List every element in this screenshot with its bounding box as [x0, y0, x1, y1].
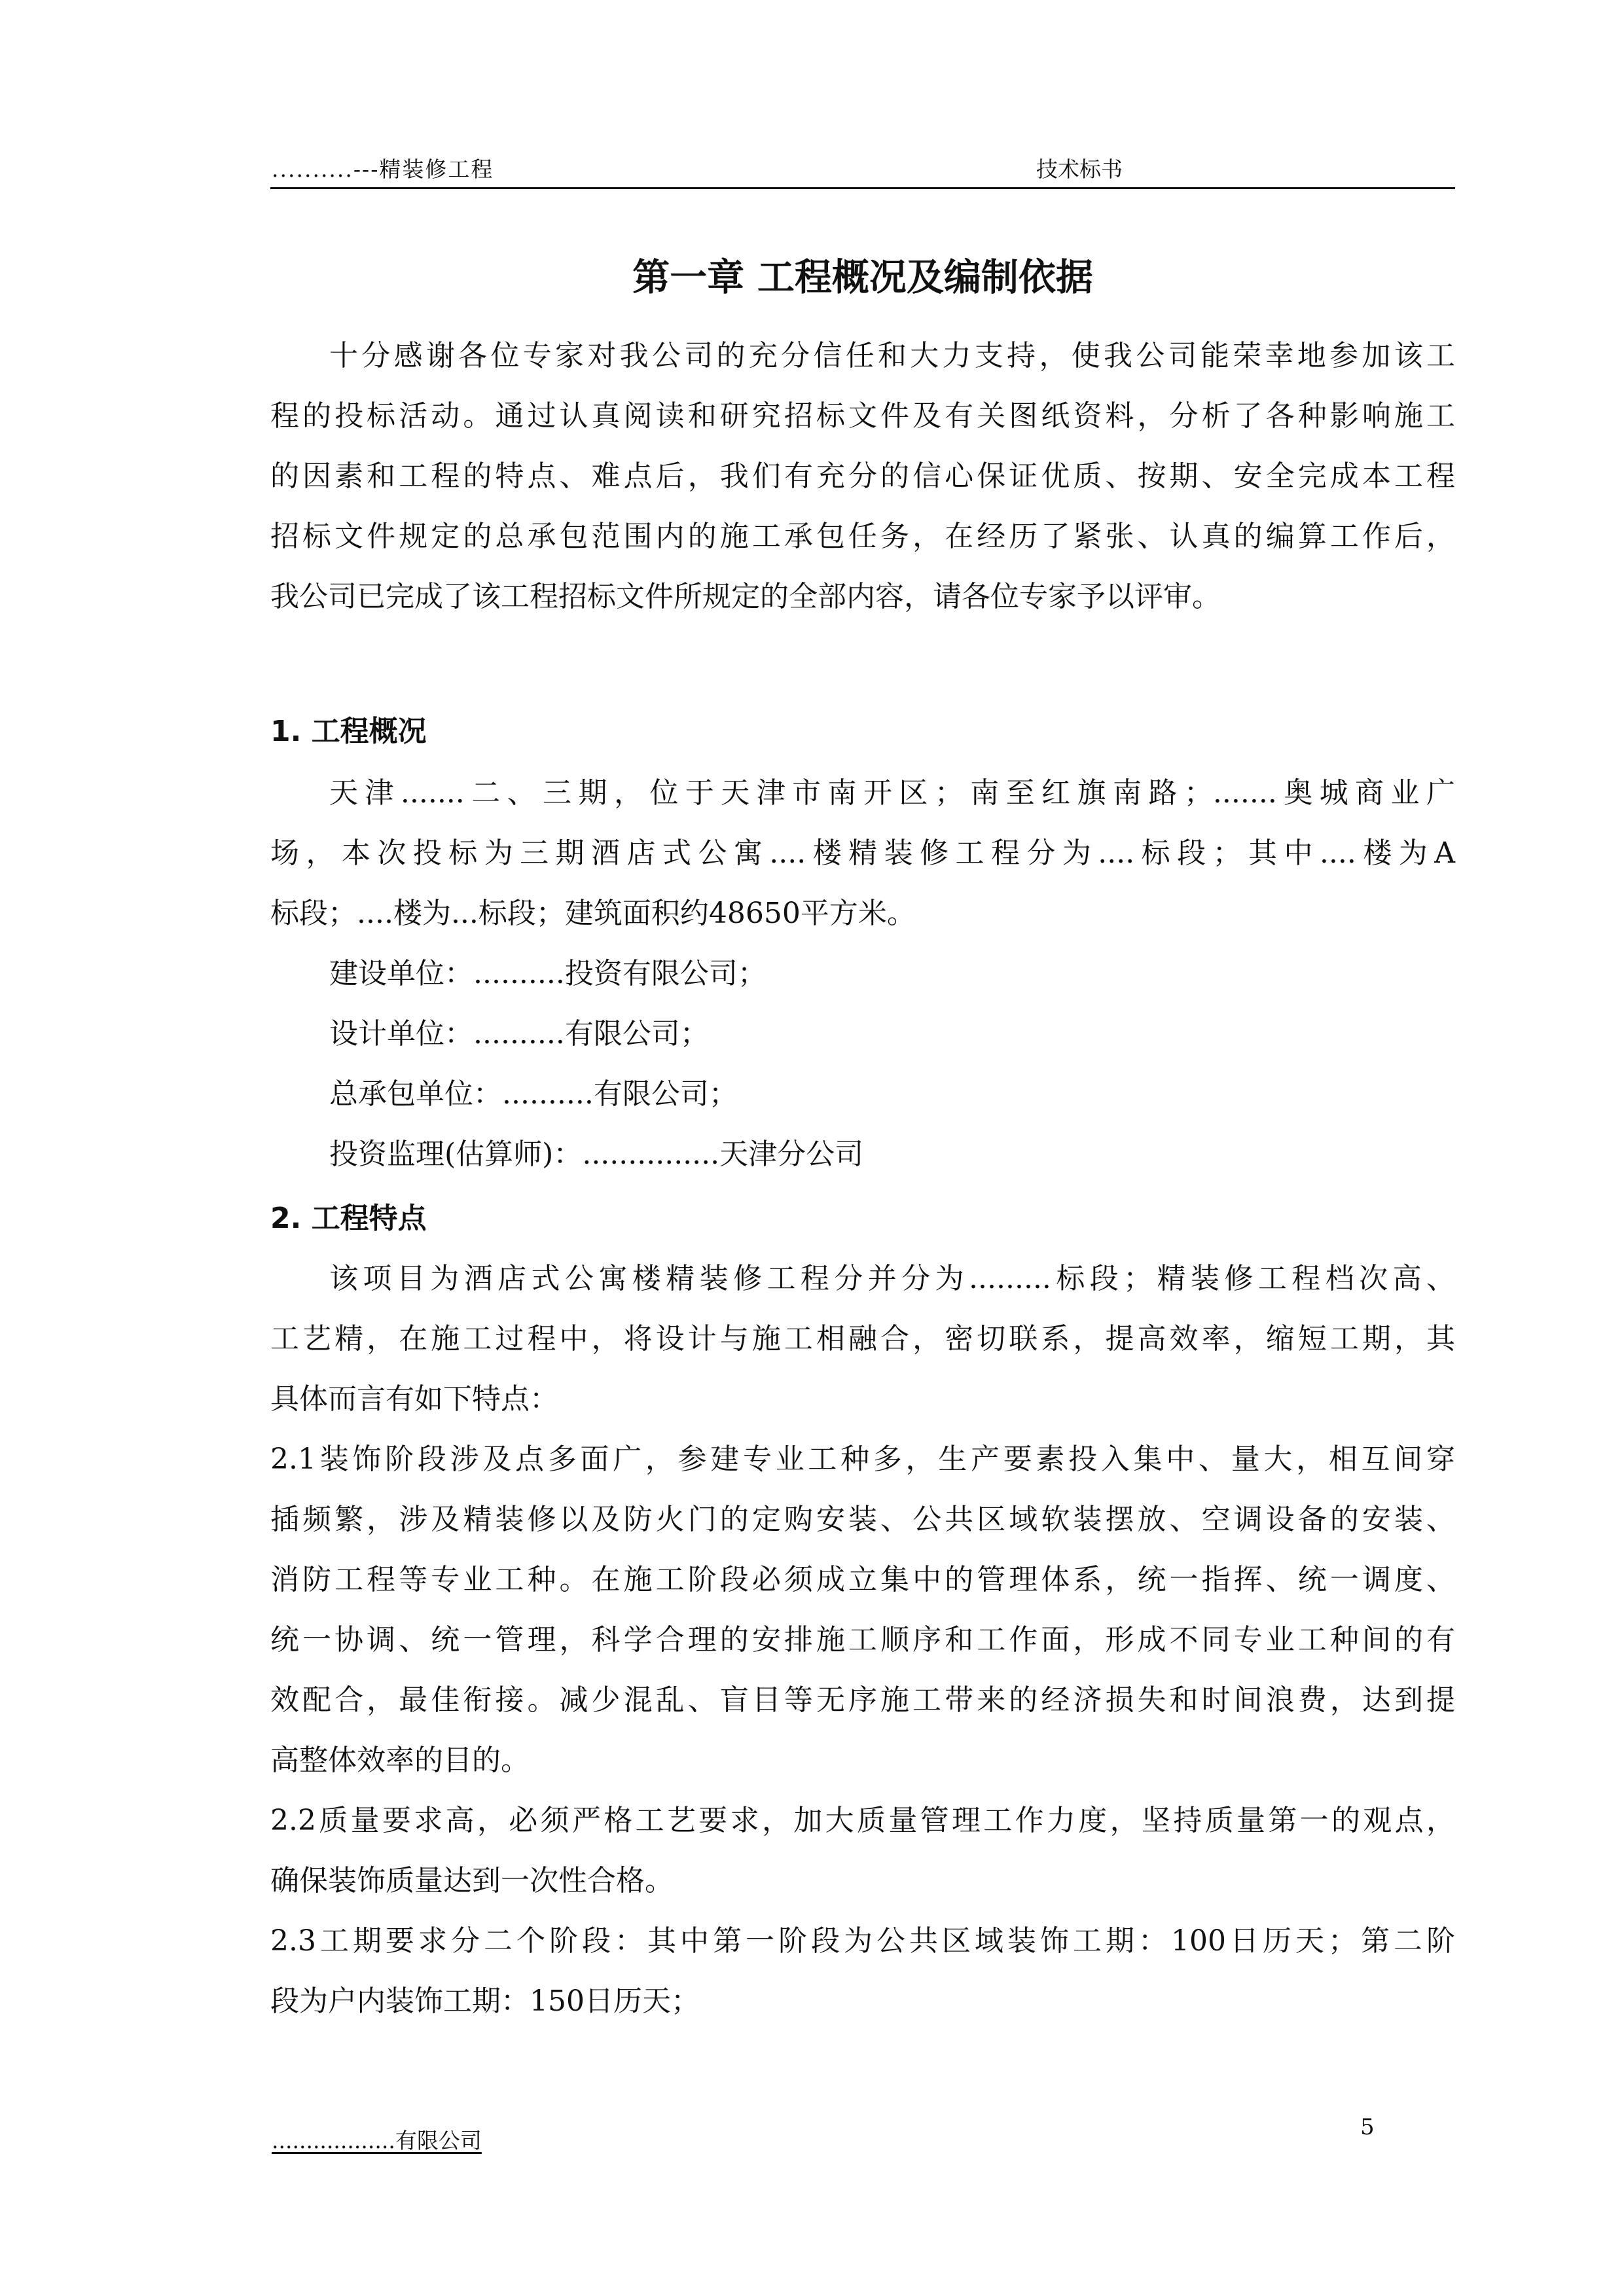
item-2-1-line: 插频繁，涉及精装修以及防火门的定购安装、公共区域软装摆放、空调设备的安装、 — [270, 1503, 1455, 1536]
header-doc-type: 技术标书 — [1036, 156, 1123, 182]
construction-unit: 建设单位：..........投资有限公司； — [329, 957, 767, 990]
section2-heading: 2. 工程特点 — [270, 1202, 427, 1235]
section1-line: 场，本次投标为三期酒店式公寓....楼精装修工程分为....标段；其中....楼为A — [270, 836, 1455, 870]
item-2-1-line: 消防工程等专业工种。在施工阶段必须成立集中的管理体系，统一指挥、统一调度、 — [270, 1563, 1455, 1596]
section2-intro-line: 具体而言有如下特点： — [270, 1382, 558, 1416]
item-2-3-line: 段为户内装饰工期：150日历天； — [270, 1984, 700, 2018]
item-2-2-line: 确保装饰质量达到一次性合格。 — [270, 1864, 674, 1897]
design-unit: 设计单位：..........有限公司； — [329, 1017, 709, 1050]
item-2-1-line: 效配合，最佳衔接。减少混乱、盲目等无序施工带来的经济损失和时间浪费，达到提 — [270, 1683, 1455, 1717]
item-2-3-line: 2.3工期要求分二个阶段：其中第一阶段为公共区域装饰工期：100日历天；第二阶 — [270, 1924, 1455, 1958]
section1-heading: 1. 工程概况 — [270, 715, 427, 748]
section1-line: 标段；....楼为...标段；建筑面积约48650平方米。 — [270, 897, 916, 930]
chapter-title: 第一章 工程概况及编制依据 — [632, 256, 1093, 299]
footer-company: ..................有限公司 — [272, 2128, 482, 2153]
item-2-1-line: 统一协调、统一管理，科学合理的安排施工顺序和工作面，形成不同专业工种间的有 — [270, 1623, 1455, 1657]
section2-intro-line: 工艺精，在施工过程中，将设计与施工相融合，密切联系，提高效率，缩短工期，其 — [270, 1322, 1455, 1355]
section1-line: 天津.......二、三期，位于天津市南开区；南至红旗南路；.......奥城商业广 — [329, 776, 1455, 810]
intro-line: 我公司已完成了该工程招标文件所规定的全部内容，请各位专家予以评审。 — [270, 580, 1221, 613]
intro-line: 程的投标活动。通过认真阅读和研究招标文件及有关图纸资料，分析了各种影响施工 — [270, 399, 1455, 433]
general-contractor: 总承包单位：..........有限公司； — [329, 1077, 738, 1111]
intro-line: 招标文件规定的总承包范围内的施工承包任务，在经历了紧张、认真的编算工作后， — [270, 520, 1455, 553]
item-2-1-line: 高整体效率的目的。 — [270, 1744, 530, 1777]
investment-supervisor: 投资监理(估算师)：...............天津分公司 — [329, 1138, 864, 1171]
item-2-2-line: 2.2质量要求高，必须严格工艺要求，加大质量管理工作力度，坚持质量第一的观点， — [270, 1804, 1455, 1837]
header-project: ..........---精装修工程 — [272, 156, 494, 182]
section2-intro-line: 该项目为酒店式公寓楼精装修工程分并分为.........标段；精装修工程档次高、 — [329, 1262, 1455, 1295]
header-divider — [270, 187, 1455, 189]
intro-line: 十分感谢各位专家对我公司的充分信任和大力支持，使我公司能荣幸地参加该工 — [329, 339, 1455, 372]
item-2-1-line: 2.1装饰阶段涉及点多面广，参建专业工种多，生产要素投入集中、量大，相互间穿 — [270, 1443, 1455, 1476]
page-number: 5 — [1360, 2114, 1375, 2140]
intro-line: 的因素和工程的特点、难点后，我们有充分的信心保证优质、按期、安全完成本工程 — [270, 459, 1455, 493]
